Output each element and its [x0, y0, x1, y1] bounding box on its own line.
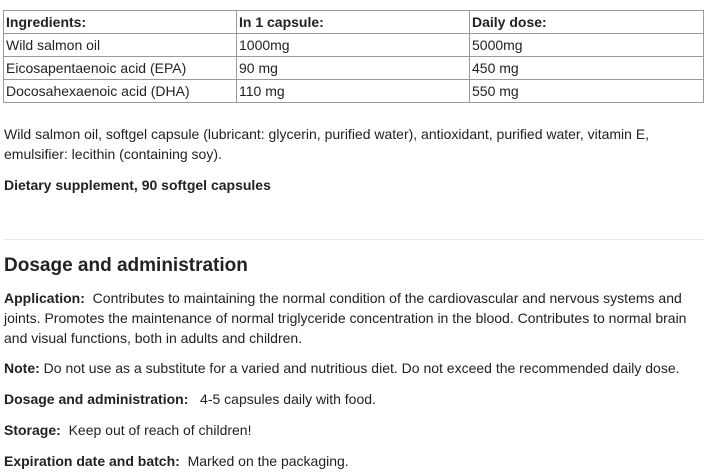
application-paragraph — [4, 288, 704, 348]
table-header-row — [4, 11, 704, 34]
cell-daily-dose: 450 mg — [470, 57, 704, 80]
header-per-capsule: In 1 capsule: — [237, 11, 470, 34]
header-daily-dose: Daily dose: — [470, 11, 704, 34]
cell-daily-dose: 5000mg — [470, 34, 704, 57]
supplement-label: Dietary supplement, 90 softgel capsules — [4, 177, 271, 193]
note-text: Do not use as a substitute for a varied and nutritious diet. Do not exceed the recommended daily dose. — [43, 360, 680, 376]
section-title: Dosage and administration — [4, 255, 248, 276]
table-row — [4, 57, 704, 80]
cell-ingredient: Eicosapentaenoic acid (EPA) — [4, 57, 237, 80]
table-row — [4, 80, 704, 103]
dosage-label: Dosage and administration: — [4, 391, 189, 407]
storage-label: Storage: — [4, 422, 61, 438]
storage-paragraph — [4, 420, 704, 440]
application-text: Contributes to maintaining the normal condition of the cardiovascular and nervous systems and joints. Promotes the maintenance of normal triglyceride concentration in the blood. Contributes to normal brain and visual functions, both in adults and children. — [4, 290, 687, 346]
expiration-text: Marked on the packaging. — [187, 453, 349, 469]
cell-per-capsule: 1000mg — [237, 34, 470, 57]
table-row — [4, 34, 704, 57]
expiration-label: Expiration date and batch: — [4, 453, 180, 469]
dosage-paragraph — [4, 389, 704, 409]
header-ingredients: Ingredients: — [4, 11, 237, 34]
cell-per-capsule: 90 mg — [237, 57, 470, 80]
cell-ingredient: Wild salmon oil — [4, 34, 237, 57]
cell-per-capsule: 110 mg — [237, 80, 470, 103]
dosage-text: 4-5 capsules daily with food. — [200, 391, 376, 407]
cell-ingredient: Docosahexaenoic acid (DHA) — [4, 80, 237, 103]
note-label: Note: — [4, 360, 40, 376]
note-paragraph — [4, 358, 704, 378]
section-divider — [4, 239, 704, 240]
ingredients-table — [3, 10, 704, 103]
expiration-paragraph — [4, 451, 704, 471]
composition-text: Wild salmon oil, softgel capsule (lubricant: glycerin, purified water), antioxidant, purified water, vitamin E, emulsifier: lecithin (containing soy). — [4, 126, 650, 162]
cell-daily-dose: 550 mg — [470, 80, 704, 103]
application-label: Application: — [4, 290, 85, 306]
storage-text: Keep out of reach of children! — [68, 422, 252, 438]
